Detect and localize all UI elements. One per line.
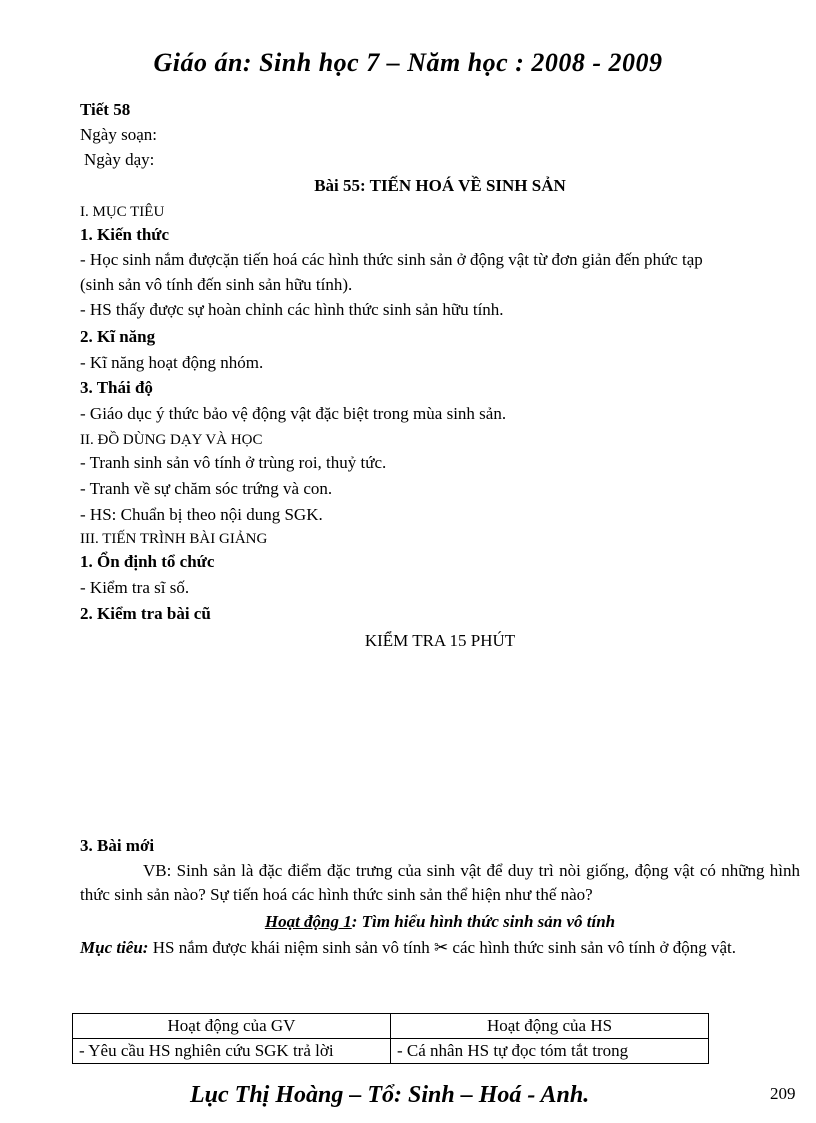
skills-heading: 2. Kĩ năng — [80, 327, 156, 346]
knowledge-line-3: - HS thấy được sự hoàn chỉnh các hình thức sinh sản hữu tính. — [80, 300, 504, 319]
page-header: Giáo án: Sinh học 7 – Năm học : 2008 - 2009 — [153, 48, 663, 77]
materials-line-2: - Tranh về sự chăm sóc trứng và con. — [80, 479, 333, 498]
objective-paragraph — [80, 936, 800, 960]
knowledge-line-2: (sinh sản vô tính đến sinh sản hữu tính). — [80, 275, 353, 294]
activity-1-label: Hoạt động 1 — [264, 912, 352, 931]
knowledge-heading: 1. Kiến thức — [80, 225, 170, 244]
attitude-line-1: - Giáo dục ý thức bảo vệ động vật đặc biệt trong mùa sinh sản. — [80, 404, 507, 423]
new-lesson-intro: VB: Sinh sản là đặc điểm đặc trưng của sinh vật để duy trì nòi giống, động vật có những hình thức sinh sản nào? Sự tiến hoá các hình thức sinh sản thể hiện như thế nào? — [80, 861, 800, 904]
section-3-heading: III. TIẾN TRÌNH BÀI GIẢNG — [80, 531, 268, 547]
knowledge-line-1: - Học sinh nắm đượcặn tiến hoá các hình thức sinh sản ở động vật từ đơn giản đến phức tạp — [80, 250, 703, 269]
materials-line-3: - HS: Chuẩn bị theo nội dung SGK. — [80, 505, 323, 524]
activity-table — [72, 1013, 709, 1064]
table-header-row — [73, 1014, 709, 1039]
objective-text: HS nắm được khái niệm sinh sản vô tính ✂ các hình thức sinh sản vô tính ở động vật. — [148, 938, 736, 957]
new-lesson-heading: 3. Bài mới — [80, 836, 155, 855]
section-2-heading: II. ĐỒ DÙNG DẠY VÀ HỌC — [80, 432, 263, 448]
section-1-heading: I. MỤC TIÊU — [80, 204, 165, 220]
prep-date-label: Ngày soạn: — [80, 125, 157, 144]
org-heading: 1. Ổn định tổ chức — [80, 552, 215, 571]
check-heading: 2. Kiểm tra bài cũ — [80, 604, 211, 623]
page-footer: Lục Thị Hoàng – Tổ: Sinh – Hoá - Anh. — [190, 1082, 590, 1108]
attitude-heading: 3. Thái độ — [80, 378, 153, 397]
row1-gv-cell: - Yêu cầu HS nghiên cứu SGK trả lời — [73, 1039, 391, 1064]
activity-1-name: : Tìm hiểu hình thức sinh sản vô tính — [351, 912, 616, 931]
teach-date-label: Ngày dạy: — [84, 150, 155, 169]
test-notice: KIỂM TRA 15 PHÚT — [364, 631, 516, 650]
lesson-title: Bài 55: TIẾN HOÁ VỀ SINH SẢN — [314, 176, 566, 195]
materials-line-1: - Tranh sinh sản vô tính ở trùng roi, thuỷ tức. — [80, 453, 387, 472]
objective-label: Mục tiêu: — [80, 938, 149, 957]
page-number: 209 — [770, 1084, 796, 1103]
period-label: Tiết 58 — [80, 100, 131, 119]
col-gv-header: Hoạt động của GV — [73, 1014, 391, 1039]
activity-1-title — [0, 911, 816, 933]
skills-line-1: - Kĩ năng hoạt động nhóm. — [80, 353, 264, 372]
col-hs-header: Hoạt động của HS — [391, 1014, 709, 1039]
org-line-1: - Kiểm tra sĩ số. — [80, 578, 190, 597]
row1-hs-cell: - Cá nhân HS tự đọc tóm tắt trong — [391, 1039, 709, 1064]
table-row — [73, 1039, 709, 1064]
